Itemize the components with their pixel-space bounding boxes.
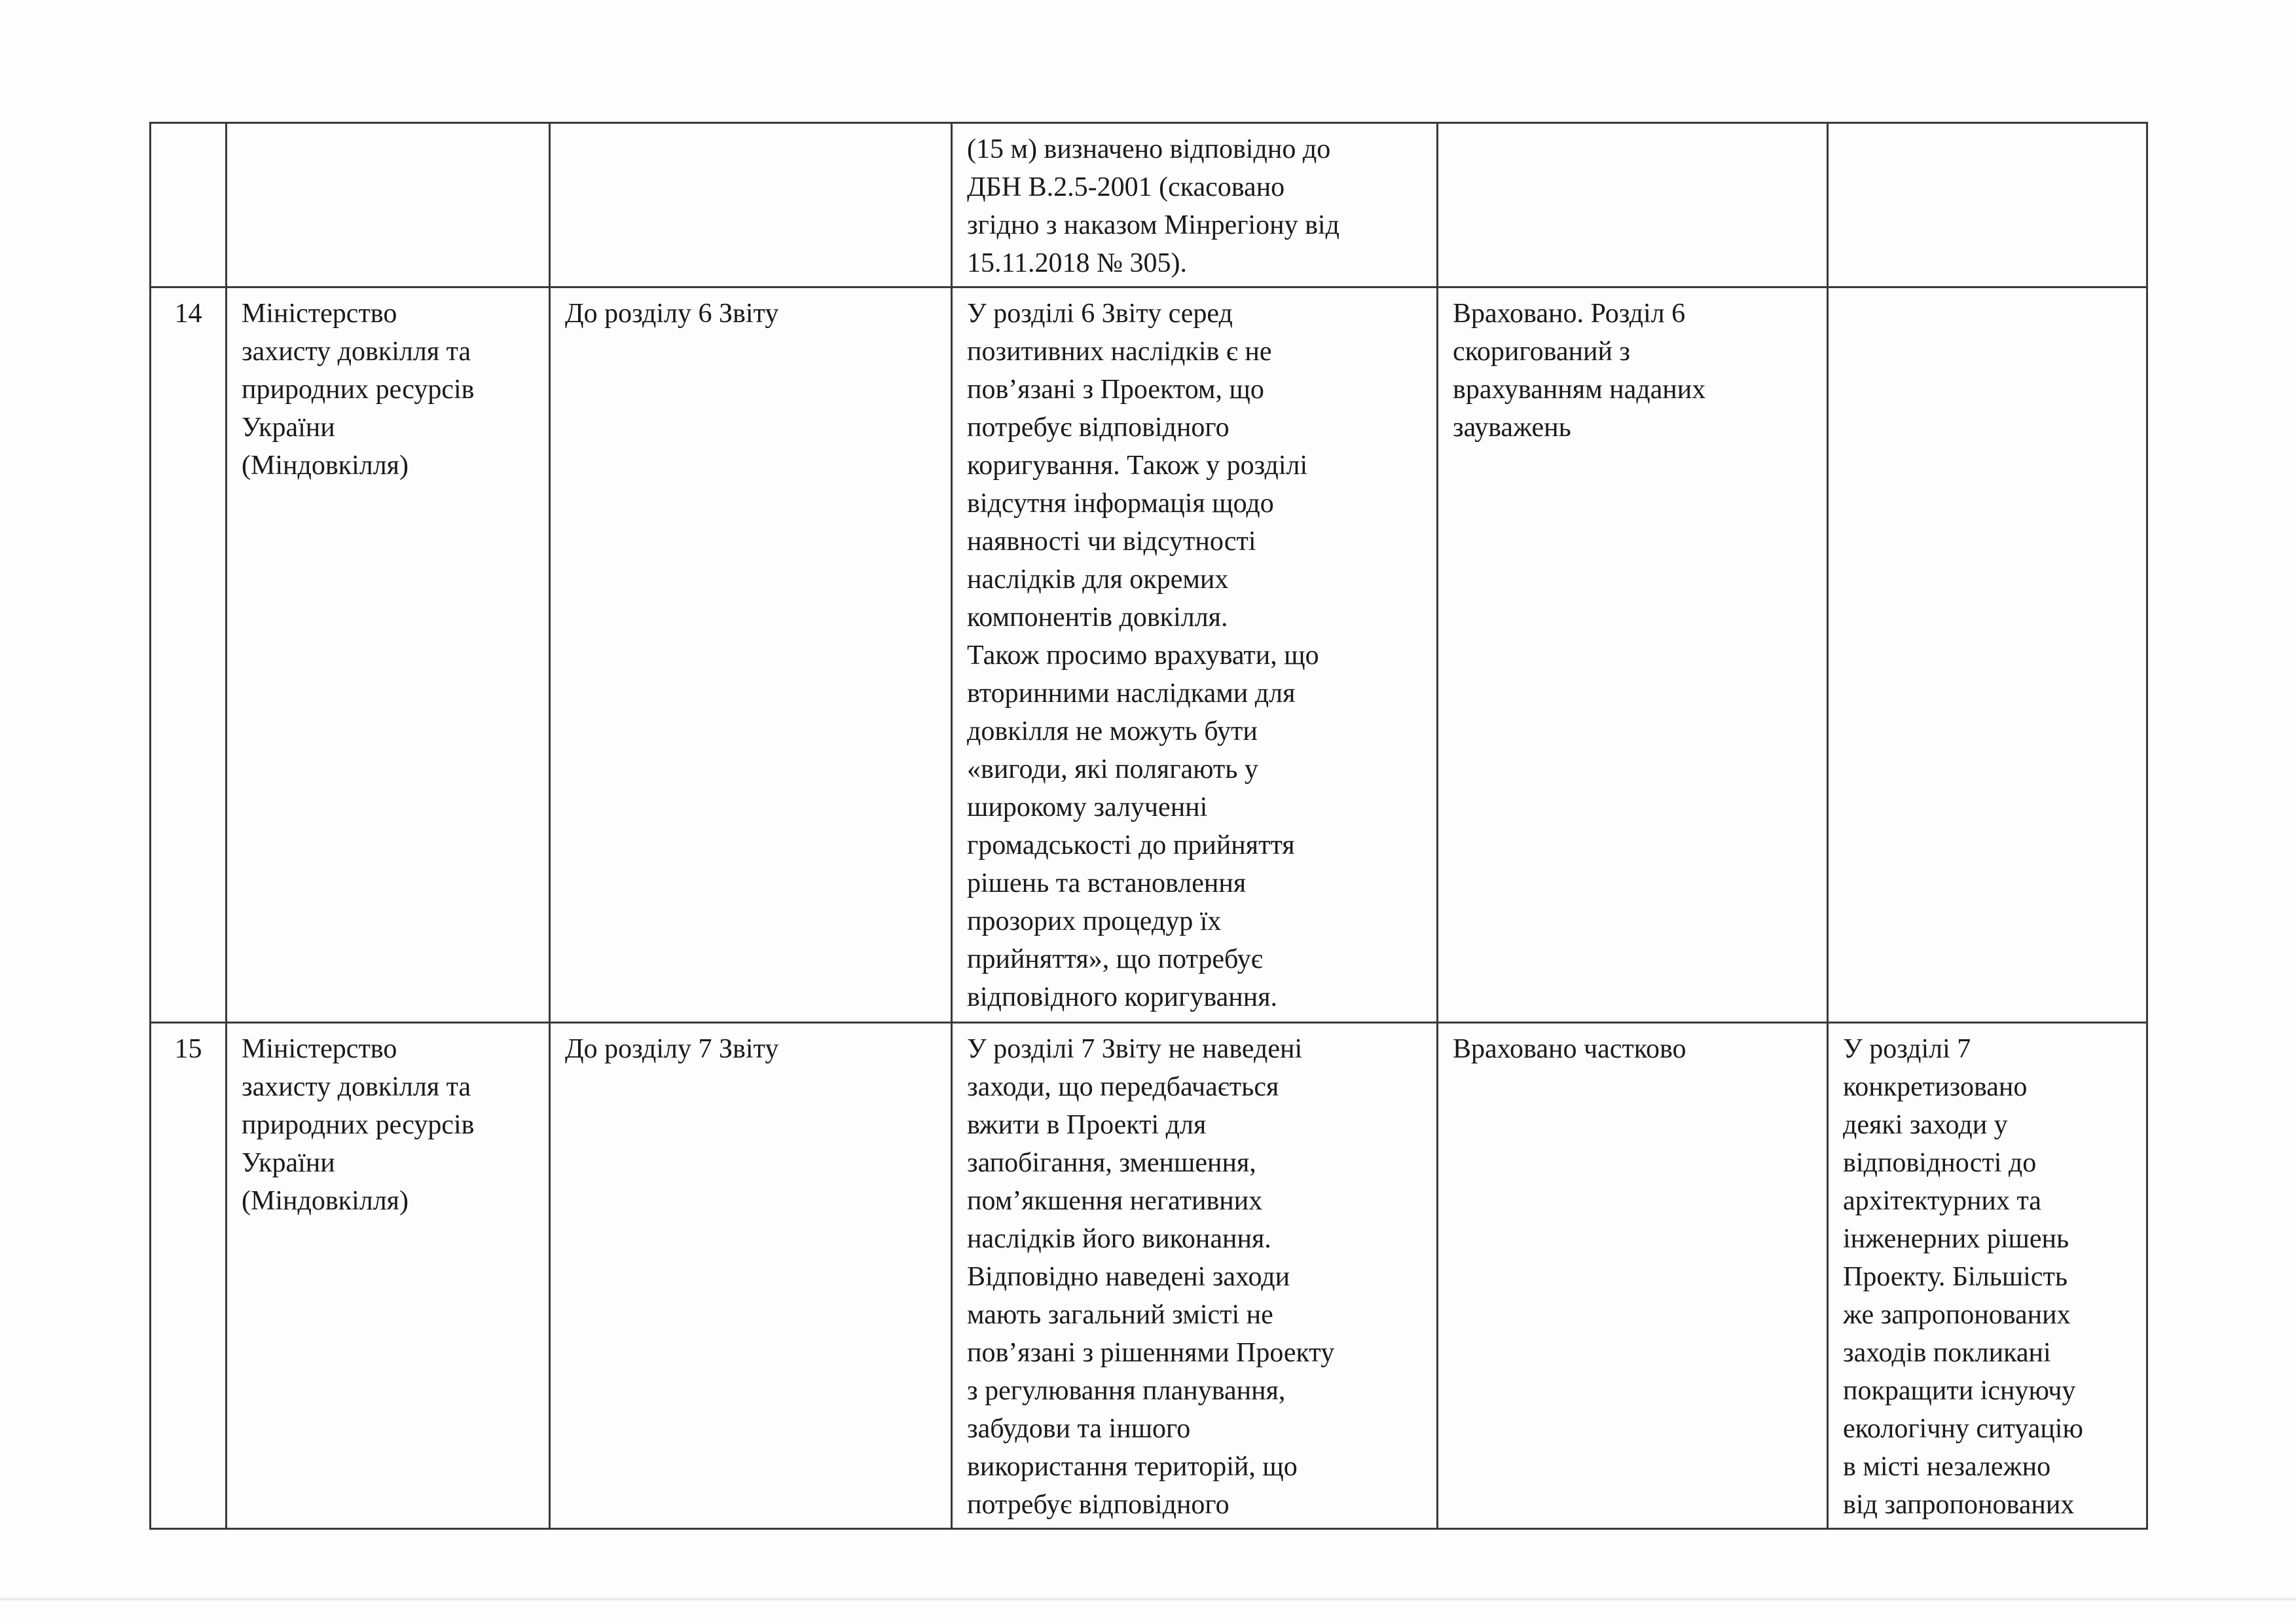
- table-row: [151, 1023, 2147, 1529]
- table-row: [151, 287, 2147, 1023]
- status-text: Враховано частково: [1453, 1034, 1686, 1064]
- remark-text: У розділі 6 Звіту серед позитивних наслідків є не пов’язані з Проектом, що потребує відповідного коригування. Також у розділі відсутня інформація щодо наявності чи відсутності наслідків для окремих компонентів довкілля. Також просимо врахувати, що вторинними наслідками для довкілля не можуть бути «вигоди, які полягають у широкому залученні громадськості до прийняття рішень та встановлення прозорих процедур їх прийняття», що потребує відповідного коригування.: [967, 299, 1319, 1012]
- comment-cell: [1828, 123, 2147, 287]
- status-text: Враховано. Розділ 6 скоригований з врахуванням наданих зауважень: [1453, 299, 1706, 443]
- comments-table: [149, 122, 2148, 1530]
- status-cell: [1438, 1023, 1828, 1529]
- comment-cell: [1828, 1023, 2147, 1529]
- remark-text: У розділі 7 Звіту не наведені заходи, що передбачається вжити в Проекті для запобігання, зменшення, пом’якшення негативних наслідків його виконання. Відповідно наведені заходи мають загальний змісті не пов’язані з рішеннями Проекту з регулювання планування, забудови та іншого використання територій, що потребує відповідного: [967, 1034, 1335, 1520]
- remark-cell: [952, 287, 1438, 1023]
- remark-text: (15 м) визначено відповідно до ДБН В.2.5-2001 (скасовано згідно з наказом Мінрегіону від 15.11.2018 № 305).: [967, 134, 1339, 278]
- authority-cell: [227, 287, 550, 1023]
- row-number: 14: [174, 299, 202, 329]
- comment-text: У розділі 7 конкретизовано деякі заходи у відповідності до архітектурних та інженерних рішень Проекту. Більшість же запропонованих заходів покликані покращити існуючу екологічну ситуацію в місті незалежно від запропонованих: [1843, 1034, 2083, 1520]
- authority-text: Міністерство захисту довкілля та природних ресурсів України (Міндовкілля): [242, 1034, 475, 1216]
- authority-cell: [227, 123, 550, 287]
- row-number-cell: [151, 123, 227, 287]
- section-text: До розділу 6 Звіту: [565, 299, 779, 329]
- status-cell: [1438, 123, 1828, 287]
- table-row: [151, 123, 2147, 287]
- status-cell: [1438, 287, 1828, 1023]
- section-cell: [550, 123, 952, 287]
- comment-cell: [1828, 287, 2147, 1023]
- section-text: До розділу 7 Звіту: [565, 1034, 779, 1064]
- authority-text: Міністерство захисту довкілля та природних ресурсів України (Міндовкілля): [242, 299, 475, 481]
- section-cell: [550, 1023, 952, 1529]
- authority-cell: [227, 1023, 550, 1529]
- row-number-cell: [151, 1023, 227, 1529]
- section-cell: [550, 287, 952, 1023]
- row-number-cell: [151, 287, 227, 1023]
- remark-cell: [952, 123, 1438, 287]
- row-number: 15: [174, 1034, 202, 1064]
- remark-cell: [952, 1023, 1438, 1529]
- scan-edge-line: [0, 1598, 2296, 1600]
